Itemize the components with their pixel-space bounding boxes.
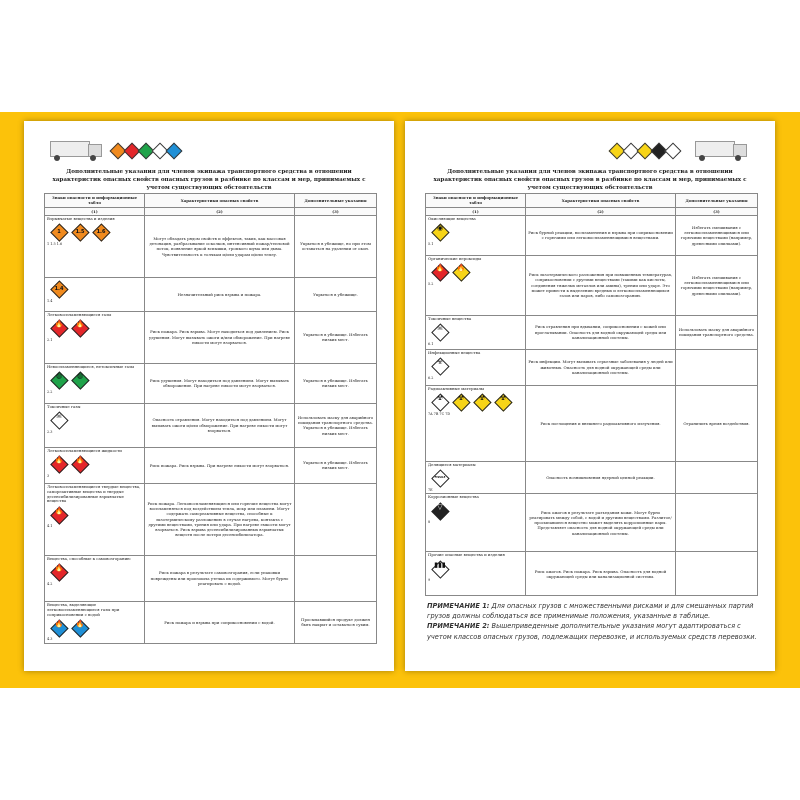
hazard-diamond-icon [71,619,89,637]
class-number: 4.3 [47,637,53,642]
hazard-diamond-icon [50,320,68,338]
table-row [426,552,758,596]
hazard-symbol: ☢ [499,394,507,403]
header-strip [405,121,775,165]
column-number: (3) [676,207,758,215]
column-number: (2) [526,207,676,215]
hazard-diamond-icon [494,394,512,412]
class-number: 4.1 [47,524,53,529]
hazard-description-cell: Могут обладать рядом свойств и эффектов, таких, как массовая детонация, разбрасывание осколков, интенсивный пожар/тепловой поток, появление яркой вспышки, громкого шума или дыма. Чувствительность к толчкам и/или ударам и/или теплу. [145,215,295,277]
hazard-description-cell: Риск отравления при вдыхании, соприкосновении с кожей или проглатывании. Опасность для водной окружающей среды или канализационной системы. [526,315,676,349]
hazard-description-cell: Риск поглощения и внешнего радиоактивного излучения. [526,385,676,461]
hazard-symbol: 🔥 [54,619,64,628]
hazard-description-cell: Опасность отравления. Могут находиться под давлением. Могут вызывать ожоги и/или обморожение. При нагреве емкости могут взорваться. [145,403,295,447]
hazard-sign-cell [426,215,526,255]
hazard-sign-cell [426,315,526,349]
hazard-class-label: Окисляющие вещества [428,215,476,221]
hazard-sign-cell [45,403,145,447]
hazard-division-number: 1.5 [75,228,85,235]
table-row [45,215,377,277]
right-page [405,121,775,671]
additional-guidance-cell: Использовать маску для аварийного покидания транспортного средства. [676,315,758,349]
hazard-symbol: 🔥 [75,456,85,465]
additional-guidance-cell: Укрыться в убежище, но при этом оставаться на удалении от окон. [295,215,377,277]
column-header: Дополнительные указания [676,194,758,208]
table-row [426,315,758,349]
hazard-table [425,193,758,596]
hazard-class-label: Органические пероксиды [428,255,482,261]
column-header: Характеристики опасных свойств [526,194,676,208]
hazard-description-cell: Риск пожара. Риск взрыва. При нагреве емкости могут взорваться. [145,447,295,483]
hazard-division-number: 1.4 [54,285,64,292]
hazard-symbol: ☢ [478,394,486,403]
additional-guidance-cell [295,483,377,555]
column-header: Характеристики опасных свойств [145,194,295,208]
hazard-symbol: 🔥 [54,456,64,465]
column-header: Знаки опасности и информационные табло [426,194,526,208]
hazard-sign-cell [426,349,526,385]
hazard-symbol: ☣ [436,358,444,367]
hazard-diamond-icon [71,320,89,338]
hazard-description-cell: Риск экзотермического разложения при повышенных температурах, соприкосновении с другими веществами (такими как кислоты, соединения тяжелых металлов или амины), трении или ударе. Это может привести к выделению вредных и легковоспламеняющихся газов или паров, либо самовозгоранию. [526,255,676,315]
hazard-symbol: 🔥 [456,264,466,273]
hazard-sign-cell [45,363,145,403]
hazard-sign-cell [45,555,145,601]
hazard-diamond-icon [452,264,470,282]
hazard-class-label: Легковоспламеняющиеся газы [47,311,112,317]
table-row [45,403,377,447]
additional-guidance-cell [295,555,377,601]
hazard-class-label: Токсичные вещества [428,315,472,321]
hazard-class-label: Легковоспламеняющиеся твердые вещества, самореактивные вещества и твердые десенсибилизированные взрывчатые вещества [47,483,141,504]
additional-guidance-cell: Укрыться в убежище. [295,277,377,311]
hazard-division-number: 1.6 [96,228,106,235]
hazard-diamond-icon [50,281,68,299]
hazard-symbol: FISSILE [434,476,446,480]
truck-icon [695,141,747,161]
class-number: 3 [47,473,50,478]
hazard-diamond-icon [431,470,449,488]
hazard-diamond-icon [431,264,449,282]
hazard-description-cell: Риск удушения. Могут находиться под давлением. Могут вызывать обморожение. При нагреве емкости могут взорваться. [145,363,295,403]
hazard-symbol: ☢ [436,394,444,403]
hazard-sign-cell [45,215,145,277]
additional-guidance-cell: Укрыться в убежище. Избегать низких мест. [295,363,377,403]
column-number: (2) [145,207,295,215]
additional-guidance-cell [676,552,758,596]
page-title: Дополнительные указания для членов экипажа транспортного средства в отношении характеристик опасных свойств опасных грузов в разбивке по классам и мер, принимаемых с учетом существующих обстоятельств [433,169,747,192]
hazard-diamond-icon [431,324,449,342]
class-number: 1.4 [47,298,53,303]
additional-guidance-cell: Укрыться в убежище. Избегать низких мест. [295,311,377,363]
hazard-description-cell: Риск пожара в результате самовозгорания, если упаковки повреждены или произошла утечка их содержимого. Могут бурно реагировать с водой. [145,555,295,601]
class-number: 2.1 [47,337,53,342]
hazard-description-cell: Опасность возникновения ядерной цепной реакции. [526,461,676,493]
class-number: 8 [428,520,431,525]
hazard-symbol: ☠ [55,412,63,421]
class-number: 7E [428,487,433,492]
class-number: 2.2 [47,389,53,394]
hazard-diamond-icon [71,456,89,474]
hazard-class-label: Невоспламеняющиеся, нетоксичные газы [47,363,135,369]
hazard-symbol: 🔥 [435,264,445,273]
hazard-diamond-icon [431,394,449,412]
hazard-class-label: Токсичные газы [47,403,81,409]
additional-guidance-cell: Избегать смешивания с легковоспламеняющимися или горючими веществами (например, древесными опилками). [676,215,758,255]
hazard-symbol: ▽ [437,502,443,511]
hazard-symbol: ◍ [76,372,84,381]
class-number: 1 1.5 1.6 [47,241,63,246]
hazard-sign-cell [426,494,526,552]
page-title: Дополнительные указания для членов экипажа транспортного средства в отношении характеристик опасных свойств опасных грузов в разбивке по классам и мер, принимаемых с учетом существующих обстоятельств [52,169,366,192]
column-number: (1) [45,207,145,215]
hazard-description-cell: Риск бурной реакции, воспламенения и взрыва при соприкосновении с горючими или легковоспламеняющимися веществами. [526,215,676,255]
hazard-diamond-icon [71,224,89,242]
table-row [45,363,377,403]
left-page [24,121,394,671]
table-row [45,277,377,311]
hazard-sign-cell [426,385,526,461]
hazard-diamond-icon [431,560,449,578]
table-row [45,447,377,483]
column-number: (1) [426,207,526,215]
hazard-description-cell: Риск инфекции. Могут вызывать серьезные заболевания у людей или животных. Опасность для водной окружающей среды или канализационной системы. [526,349,676,385]
hazard-class-label: Радиоактивные материалы [428,385,484,391]
table-row [45,483,377,555]
hazard-sign-cell [45,447,145,483]
hazard-class-label: Вещества, способные к самовозгоранию [47,555,131,561]
hazard-sign-cell [426,461,526,493]
column-number: (3) [295,207,377,215]
hazard-symbol: 🔥 [54,320,64,329]
table-row [45,555,377,601]
hazard-diamond-icon [50,564,68,582]
additional-guidance-cell: Избегать смешивания с легковоспламеняющимися или горючими веществами (например, древесными опилками). [676,255,758,315]
hazard-diamond-icon [50,372,68,390]
additional-guidance-cell [676,349,758,385]
hazard-sign-cell [45,601,145,643]
hazard-description-cell: Риск ожогов. Риск пожара. Риск взрыва. Опасность для водной окружающей среды или канализационной системы. [526,552,676,596]
table-row [426,349,758,385]
hazard-sign-cell [45,277,145,311]
hazard-description-cell: Незначительный риск взрыва и пожара. [145,277,295,311]
hazard-symbol: ◉ [436,224,444,233]
note-1: ПРИМЕЧАНИЕ 1: Для опасных грузов с множественными рисками и для смешанных партий грузов должны соблюдаться все применимые положения, указанные в таблице. [427,602,754,621]
hazard-diamond-icon [50,412,68,430]
class-number: 4.2 [47,581,53,586]
table-row [426,385,758,461]
hazard-sign-cell [426,552,526,596]
hazard-diamond-icon [431,502,449,520]
hazard-class-label: Вещества, выделяющие легковоспламеняющиеся газы при соприкосновении с водой [47,601,120,617]
class-number: 5.1 [428,241,434,246]
hazard-symbol: ☢ [457,394,465,403]
hazard-class-label: Легковоспламеняющиеся жидкости [47,447,122,453]
class-number: 6.2 [428,375,434,380]
table-row [426,461,758,493]
hazard-symbol: 🔥 [75,320,85,329]
additional-guidance-cell: Укрыться в убежище. Избегать низких мест. [295,447,377,483]
hazard-symbol: 🔥 [54,506,64,515]
truck-icon [50,141,102,161]
hazard-diamond-icon [431,358,449,376]
table-row [426,494,758,552]
note-2: ПРИМЕЧАНИЕ 2: Вышеприведенные дополнительные указания могут адаптироваться с учетом классов опасных грузов, подлежащих перевозке, и используемых средств перевозки. [427,622,757,641]
hazard-description-cell: Риск пожара и взрыва при соприкосновении с водой. [145,601,295,643]
hazard-sign-cell [45,311,145,363]
table-row [45,601,377,643]
hazard-sign-cell [45,483,145,555]
hazard-description-cell: Риск пожара. Легковоспламеняющиеся или горючие вещества могут воспламеняться под воздействием тепла, искр или пламени. Могут содержать самореактивные вещества, способные к экзотермическому разложению в случае нагрева, контакта с другими веществами, трения или удара. При нагреве емкости могут взорваться. Риск взрыва десенсибилизированных взрывчатых веществ после потери десенсибилизатора. [145,483,295,555]
hazard-sign-cell [426,255,526,315]
class-number: 7A 7B 7C 7D [428,411,451,416]
additional-guidance-cell [676,461,758,493]
hazard-diamond-icon [92,224,110,242]
hazard-diamond-icon [50,224,68,242]
class-number: 5.2 [428,281,434,286]
notes [427,601,757,642]
hazard-description-cell: Риск ожогов в результате разъедания кожи. Могут бурно реагировать между собой, с водой и другими веществами. Разлитое/просыпавшееся вещество может выделять коррозионные пары. Представляет опасность для водной окружающей среды или канализационной системы. [526,494,676,552]
hazard-symbol: ☠ [436,324,444,333]
hazard-class-label: Инфекционные вещества [428,349,481,355]
hazard-diamond-icon [71,372,89,390]
diamond-icon [166,143,183,160]
hazard-division-number: 1 [57,228,61,235]
table-row [426,255,758,315]
column-header: Знаки опасности и информационные табло [45,194,145,208]
hazard-diamond-icon [431,224,449,242]
hazard-class-label: Делящиеся материалы [428,461,476,467]
table-row [45,311,377,363]
additional-guidance-cell [676,494,758,552]
additional-guidance-cell: Ограничить время воздействия. [676,385,758,461]
diamond-icon [665,143,682,160]
class-number: 6.1 [428,341,434,346]
additional-guidance-cell: Использовать маску для аварийного покидания транспортного средства. Укрыться в убежище. Избегать низких мест. [295,403,377,447]
hazard-diamond-icon [452,394,470,412]
hazard-symbol: 🔥 [54,564,64,573]
hazard-table [44,193,377,644]
hazard-class-label: Коррозионные вещества [428,494,479,500]
hazard-diamond-icon [50,506,68,524]
hazard-description-cell: Риск пожара. Риск взрыва. Могут находиться под давлением. Риск удушения. Могут вызывать ожоги и/или обморожение. При нагреве емкости могут взорваться. [145,311,295,363]
hazard-symbol: ◍ [55,372,63,381]
header-strip [24,121,394,165]
hazard-diamond-icon [50,456,68,474]
class-number: 9 [428,578,431,583]
hazard-diamond-icon [50,619,68,637]
hazard-diamond-icon [473,394,491,412]
hazard-symbol: 🔥 [75,619,85,628]
additional-guidance-cell: Просыпавшийся продукт должен быть накрыт и оставаться сухим. [295,601,377,643]
column-header: Дополнительные указания [295,194,377,208]
hazard-class-label: Прочие опасные вещества и изделия [428,552,505,558]
hazard-symbol: ▮▮▮ [434,560,446,569]
hazard-class-label: Взрывчатые вещества и изделия [47,215,115,221]
table-row [426,215,758,255]
class-number: 2.3 [47,429,53,434]
